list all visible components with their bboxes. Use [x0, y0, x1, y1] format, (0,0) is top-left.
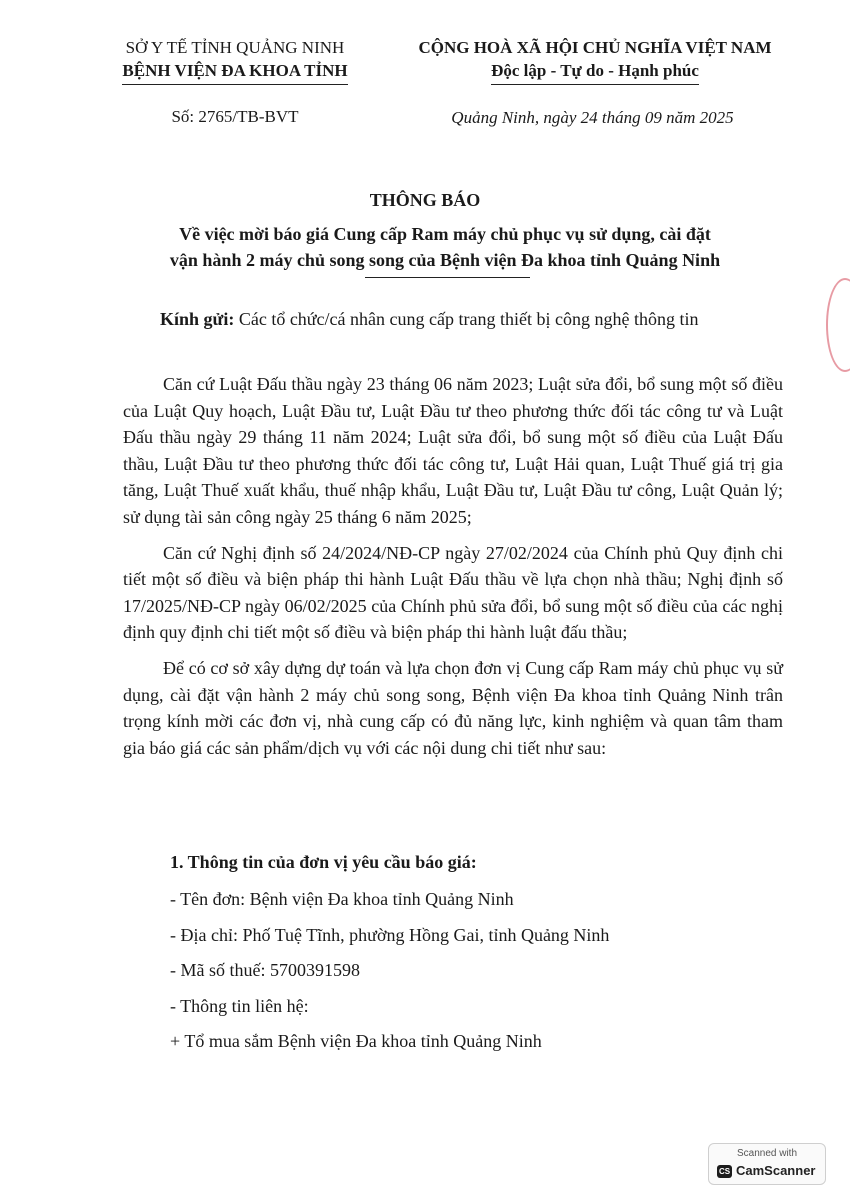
subtitle-line-1: Về việc mời báo giá Cung cấp Ram máy chủ phục vụ sử dụng, cài đặt: [179, 224, 711, 244]
national-heading: [390, 36, 800, 85]
paragraph-legal-basis-decrees: Căn cứ Nghị định số 24/2024/NĐ-CP ngày 27/02/2024 của Chính phủ Quy định chi tiết một số điều và biện pháp thi hành Luật Đấu thầu về lựa chọn nhà thầu; Nghị định số 17/2025/NĐ-CP ngày 06/02/2025 của Chính phủ sửa đổi, bổ sung một số điều của các nghị định quy định chi tiết một số điều và biện pháp thi hành luật đấu thầu;: [123, 542, 783, 643]
paragraph-invitation: Để có cơ sở xây dựng dự toán và lựa chọn đơn vị Cung cấp Ram máy chủ phục vụ sử dụng, cài đặt vận hành 2 máy chủ song song, Bệnh viện Đa khoa tỉnh Quảng Ninh trân trọng kính mời các đơn vị, nhà cung cấp có đủ năng lực, kinh nghiệm và quan tâm tham gia báo giá các sản phẩm/dịch vụ với các nội dung chi tiết như sau:: [123, 657, 783, 758]
camscanner-logo-icon: CS: [718, 1167, 731, 1176]
subtitle-divider: [365, 277, 530, 278]
camscanner-watermark: [708, 1143, 826, 1185]
issuing-organization: [100, 36, 370, 128]
nation-name: CỘNG HOÀ XÃ HỘI CHỦ NGHĨA VIỆT NAM: [418, 38, 772, 57]
info-item-procurement-team: + Tổ mua sắm Bệnh viện Đa khoa tỉnh Quảng Ninh: [170, 1031, 542, 1051]
scanned-with-label: Scanned with: [736, 1148, 798, 1159]
date-line: Quảng Ninh, ngày 24 tháng 09 năm 2025: [451, 108, 734, 127]
org-line-1: SỞ Y TẾ TỈNH QUẢNG NINH: [125, 38, 345, 57]
document-number: Số: 2765/TB-BVT: [171, 107, 299, 126]
document-title: THÔNG BÁO: [369, 190, 481, 210]
document-subtitle: [120, 221, 770, 273]
requester-info-list: [170, 887, 770, 1065]
subtitle-line-2: vận hành 2 máy chủ song song của Bệnh viện Đa khoa tỉnh Quảng Ninh: [169, 250, 721, 270]
camscanner-brand: CamScanner: [736, 1163, 816, 1178]
red-stamp-edge: [826, 278, 850, 372]
body-text: [123, 371, 783, 770]
national-motto: Độc lập - Tự do - Hạnh phúc: [491, 59, 699, 85]
info-item-tax-code: - Mã số thuế: 5700391598: [170, 960, 360, 980]
recipient-text: Các tổ chức/cá nhân cung cấp trang thiết bị công nghệ thông tin: [238, 309, 699, 329]
recipient-label: Kính gửi:: [160, 309, 235, 329]
paragraph-legal-basis-laws: Căn cứ Luật Đấu thầu ngày 23 tháng 06 năm 2023; Luật sửa đổi, bổ sung một số điều của Luật Quy hoạch, Luật Đầu tư, Luật Đầu tư theo phương thức đối tác công tư và Luật Đấu thầu ngày 29 tháng 11 năm 2024; Luật sửa đổi, bổ sung một số điều của Luật Đấu thầu, Luật Đầu tư theo phương thức đối tác công tư, Luật Hải quan, Luật Thuế giá trị gia tăng, Luật Thuế xuất khẩu, thuế nhập khẩu, Luật Đầu tư, Luật Đầu tư công, Luật Quản lý; sử dụng tài sản công ngày 25 tháng 6 năm 2025;: [123, 374, 783, 527]
info-item-name: - Tên đơn: Bệnh viện Đa khoa tỉnh Quảng Ninh: [170, 889, 514, 909]
info-item-contact: - Thông tin liên hệ:: [170, 995, 309, 1016]
recipient-line: [160, 309, 800, 330]
section-1-title: 1. Thông tin của đơn vị yêu cầu báo giá:: [170, 852, 477, 872]
org-line-2: BỆNH VIỆN ĐA KHOA TỈNH: [122, 59, 347, 85]
info-item-address: - Địa chỉ: Phố Tuệ Tĩnh, phường Hồng Gai, tỉnh Quảng Ninh: [170, 924, 610, 945]
